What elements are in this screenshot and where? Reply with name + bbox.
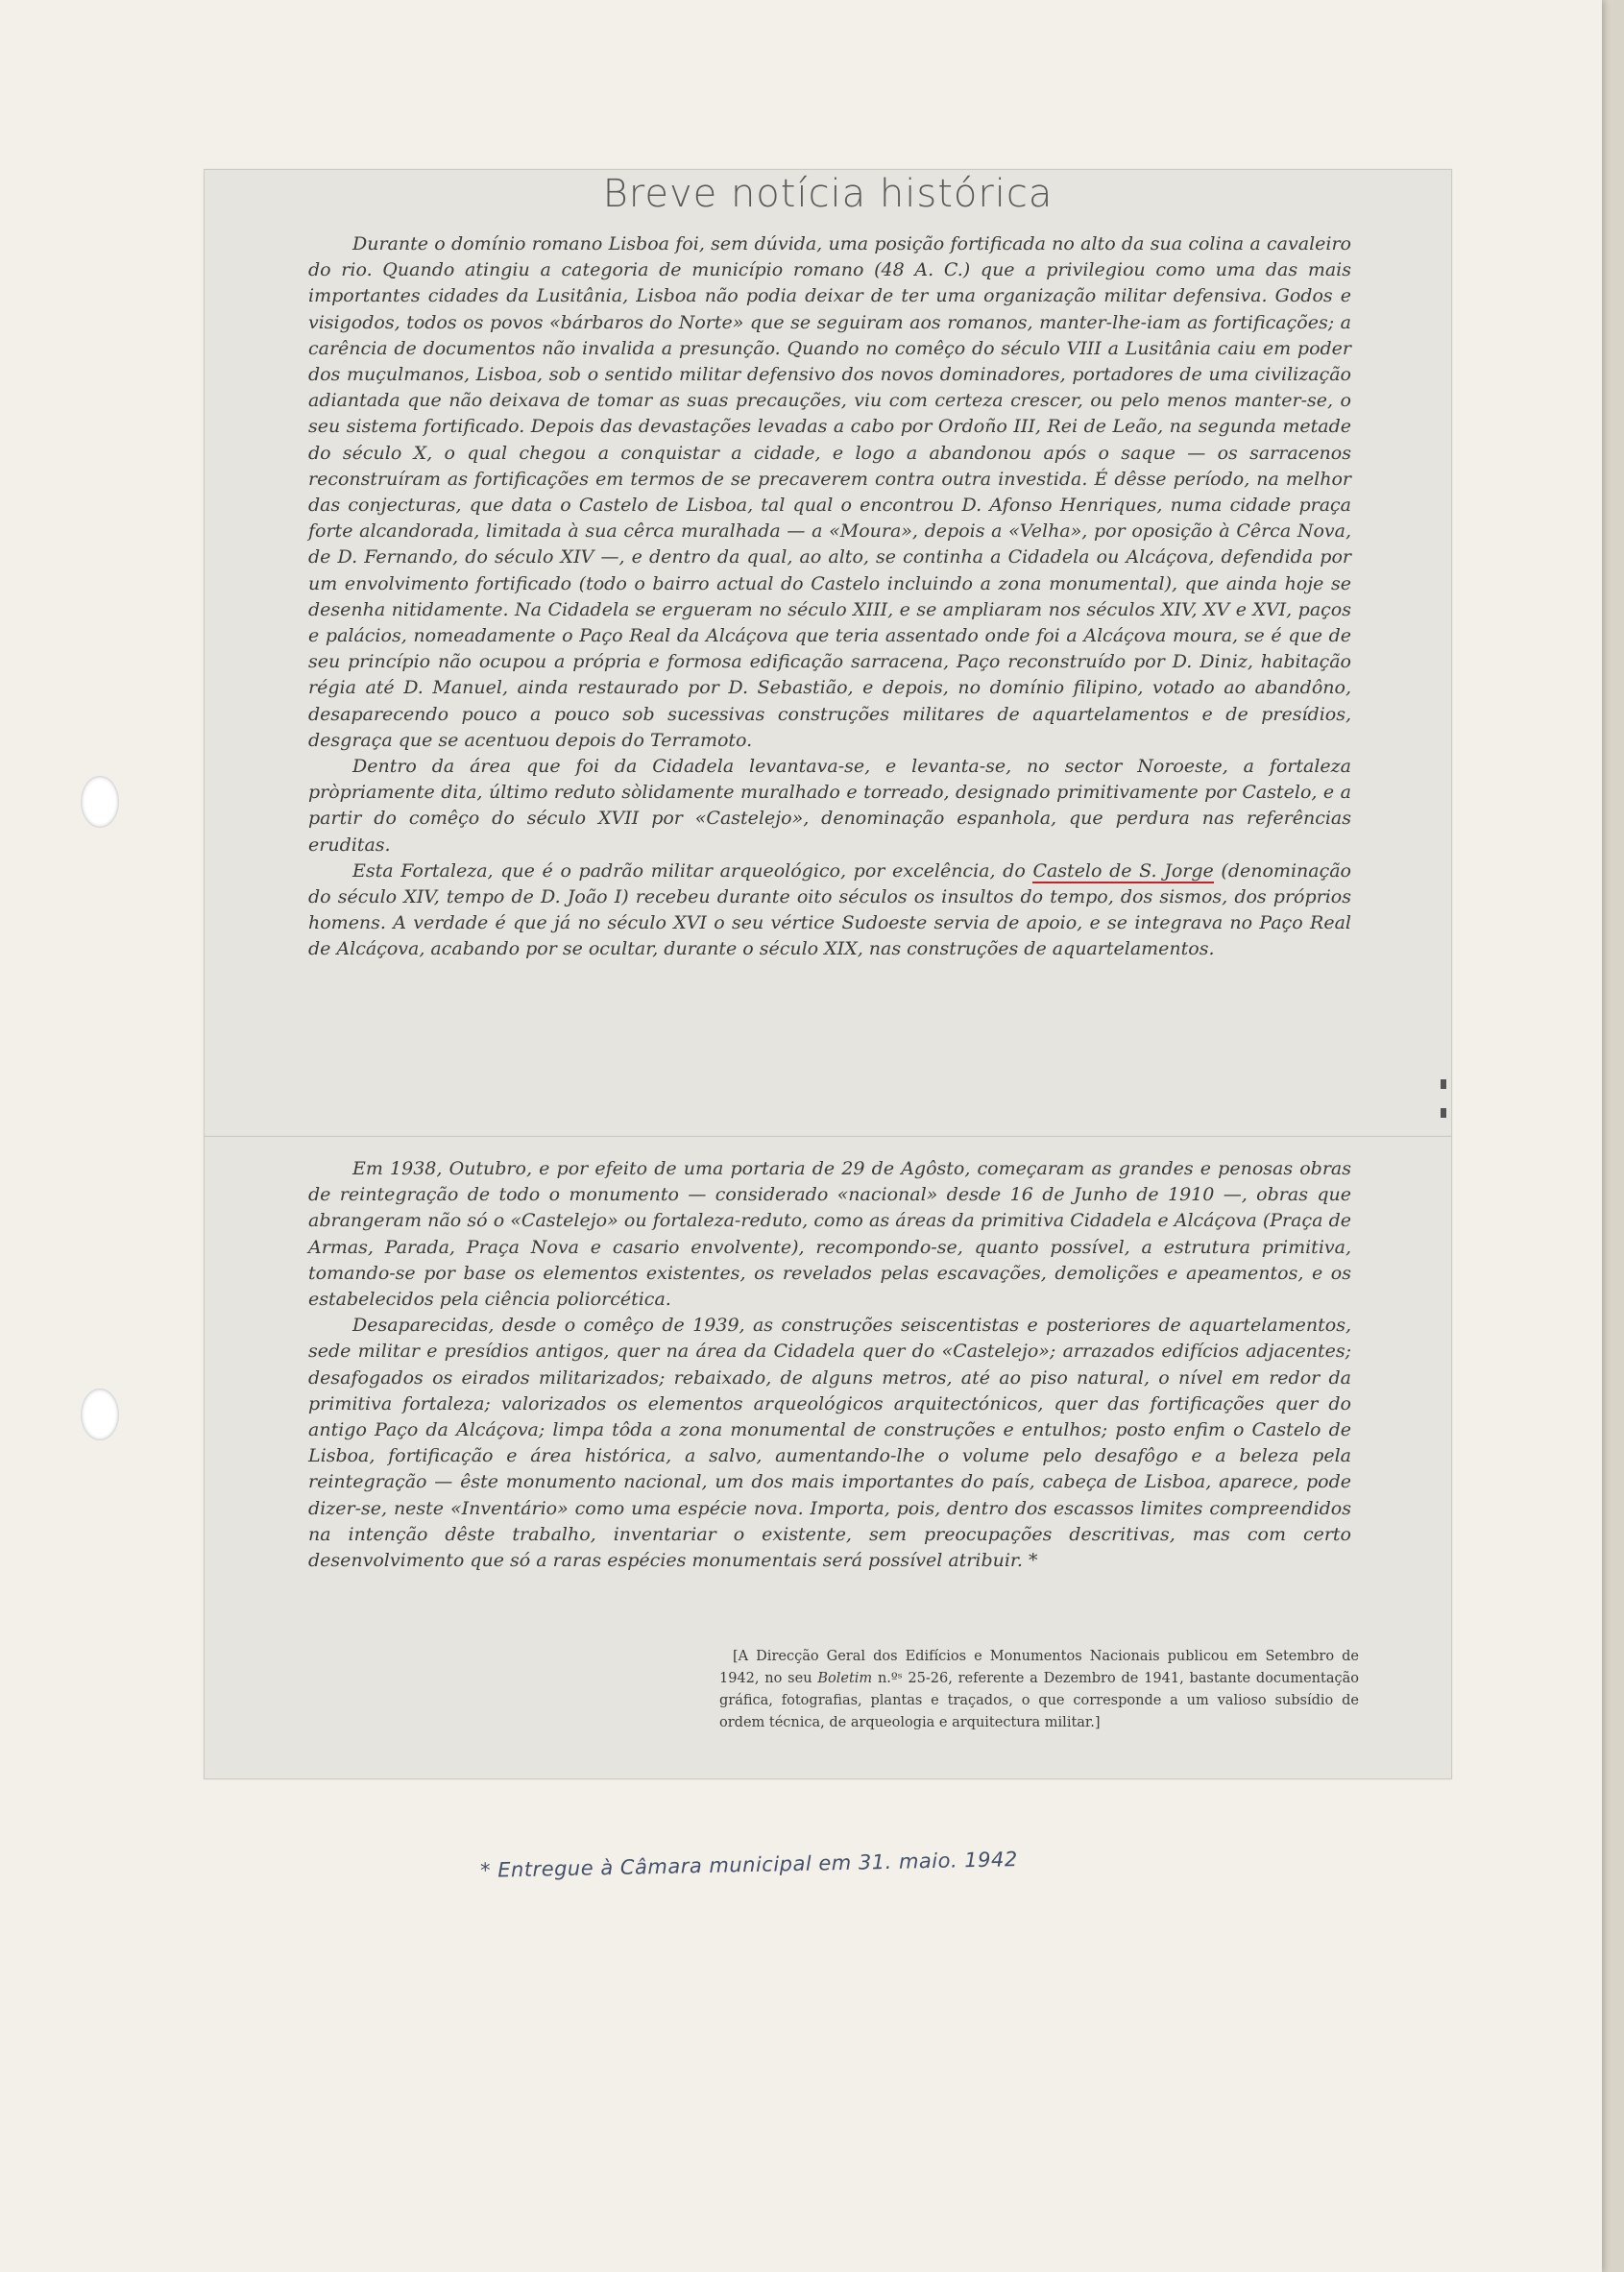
restoration-text-block: [308, 1156, 1351, 1574]
edge-mark: [1441, 1108, 1446, 1118]
handwritten-note: * Entregue à Câmara municipal em 31. maio. 1942: [479, 1848, 1018, 1882]
footnote-text: [A Direcção Geral dos Edifícios e Monumentos Nacionais publicou em Setembro de 1942, no seu: [719, 1649, 1359, 1686]
paragraph: Em 1938, Outubro, e por efeito de uma portaria de 29 de Agôsto, começaram as grandes e penosas obras de reintegração de todo o monumento — considerado «nacional» desde 16 de Junho de 1910 —, obras que abrangeram não só o «Castelejo» ou fortaleza-reduto, como as áreas da primitiva Cidadela e Alcáçova (Praça de Armas, Parada, Praça Nova e casario envolvente), recompondo-se, quanto possível, a estrutura primitiva, tomando-se por base os elementos existentes, os revelados pelas escavações, demolições e apeamentos, e os estabelecidos pela ciência poliorcética.: [308, 1158, 1351, 1311]
paragraph: [308, 858, 1351, 963]
edge-mark: [1441, 1079, 1446, 1089]
clipping-top: [204, 169, 1452, 1137]
footnote: [719, 1646, 1359, 1734]
punch-hole: [81, 1389, 119, 1440]
page-title: Breve notícia histórica: [602, 172, 1054, 216]
punch-hole: [81, 776, 119, 828]
clipping-bottom: [204, 1136, 1452, 1779]
paragraph-text: (denominação do século XIV, tempo de D. João I) recebeu durante oito séculos os insultos do tempo, dos sismos, dos próprios homens. A verdade é que já no século XVI o seu vértice Sudoeste servia de apoio, e se integrava no Paço Real de Alcáçova, acabando por se ocultar, durante o século XIX, nas construções de aquartelamentos.: [308, 859, 1351, 960]
paragraph-text: Esta Fortaleza, que é o padrão militar arqueológico, por excelência, do: [352, 859, 1033, 882]
underlined-castle-name: Castelo de S. Jorge: [1032, 859, 1214, 882]
history-text-block: [308, 231, 1351, 963]
footnote-italic: Boletim: [817, 1671, 873, 1686]
paragraph: Dentro da área que foi da Cidadela levantava-se, e levanta-se, no sector Noroeste, a fortaleza pròpriamente dita, último reduto sòlidamente muralhado e torreado, designado primitivamente por Castelo, e a partir do comêço do século XVII por «Castelejo», denominação espanhola, que perdura nas referências eruditas.: [308, 756, 1351, 856]
paragraph: Desaparecidas, desde o comêço de 1939, as construções seiscentistas e posteriores de aquartelamentos, sede militar e presídios antigos, quer na área da Cidadela quer do «Castelejo»; arrazados edifícios adjacentes; desafogados os eirados militarizados; rebaixado, de alguns metros, até ao piso natural, o nível em redor da primitiva fortaleza; valorizados os elementos arqueológicos arquitectónicos, quer das fortificações quer do antigo Paço da Alcáçova; limpa tôda a zona monumental de construções e entulhos; posto enfim o Castelo de Lisboa, fortificação e área histórica, a salvo, aumentando-lhe o volume pelo desafôgo e a beleza pela reintegração — êste monumento nacional, um dos mais importantes do país, cabeça de Lisboa, aparece, pode dizer-se, neste «Inventário» como uma espécie nova. Importa, pois, dentro dos escassos limites compreendidos na intenção dêste trabalho, inventariar o existente, sem preocupações descritivas, mas com certo desenvolvimento que só a raras espécies monumentais será possível atribuir. *: [308, 1315, 1351, 1572]
footnote-text: n.ºˢ 25-26, referente a Dezembro de 1941, bastante documentação gráfica, fotografias, plantas e traçados, o que corresponde a um valioso subsídio de ordem técnica, de arqueologia e arquitectura militar.]: [719, 1671, 1359, 1730]
paragraph: Durante o domínio romano Lisboa foi, sem dúvida, uma posição fortificada no alto da sua colina a cavaleiro do rio. Quando atingiu a categoria de município romano (48 A. C.) que a privilegiou como uma das mais importantes cidades da Lusitânia, Lisboa não podia deixar de ter uma organização militar defensiva. Godos e visigodos, todos os povos «bárbaros do Norte» que se seguiram aos romanos, manter-lhe-iam as fortificações; a carência de documentos não invalida a presunção. Quando no comêço do século VIII a Lusitânia caiu em poder dos muçulmanos, Lisboa, sob o sentido militar defensivo dos novos dominadores, portadores de uma civilização adiantada que não deixava de tomar as suas precauções, viu com certeza crescer, ou pelo menos manter-se, o seu sistema fortificado. Depois das devastações levadas a cabo por Ordoño III, Rei de Leão, na segunda metade do século X, o qual chegou a conquistar a cidade, e logo a abandonou após o saque — os sarracenos reconstruíram as fortificações em termos de se precaverem contra outra investida. É dêsse período, na melhor das conjecturas, que data o Castelo de Lisboa, tal qual o encontrou D. Afonso Henriques, numa cidade praça forte alcandorada, limitada à sua cêrca muralhada — a «Moura», depois a «Velha», por oposição à Cêrca Nova, de D. Fernando, do século XIV —, e dentro da qual, ao alto, se continha a Cidadela ou Alcáçova, defendida por um envolvimento fortificado (todo o bairro actual do Castelo incluindo a zona monumental), que ainda hoje se desenha nitidamente. Na Cidadela se ergueram no século XIII, e se ampliaram nos séculos XIV, XV e XVI, paços e palácios, nomeadamente o Paço Real da Alcáçova que teria assentado onde foi a Alcáçova moura, se é que de seu princípio não ocupou a própria e formosa edificação sarracena, Paço reconstruído por D. Diniz, habitação régia até D. Manuel, ainda restaurado por D. Sebastião, e depois, no domínio filipino, votado ao abandôno, desaparecendo pouco a pouco sob sucessivas construções militares de aquartelamentos e de presídios, desgraça que se acentuou depois do Terramoto.: [308, 233, 1351, 751]
